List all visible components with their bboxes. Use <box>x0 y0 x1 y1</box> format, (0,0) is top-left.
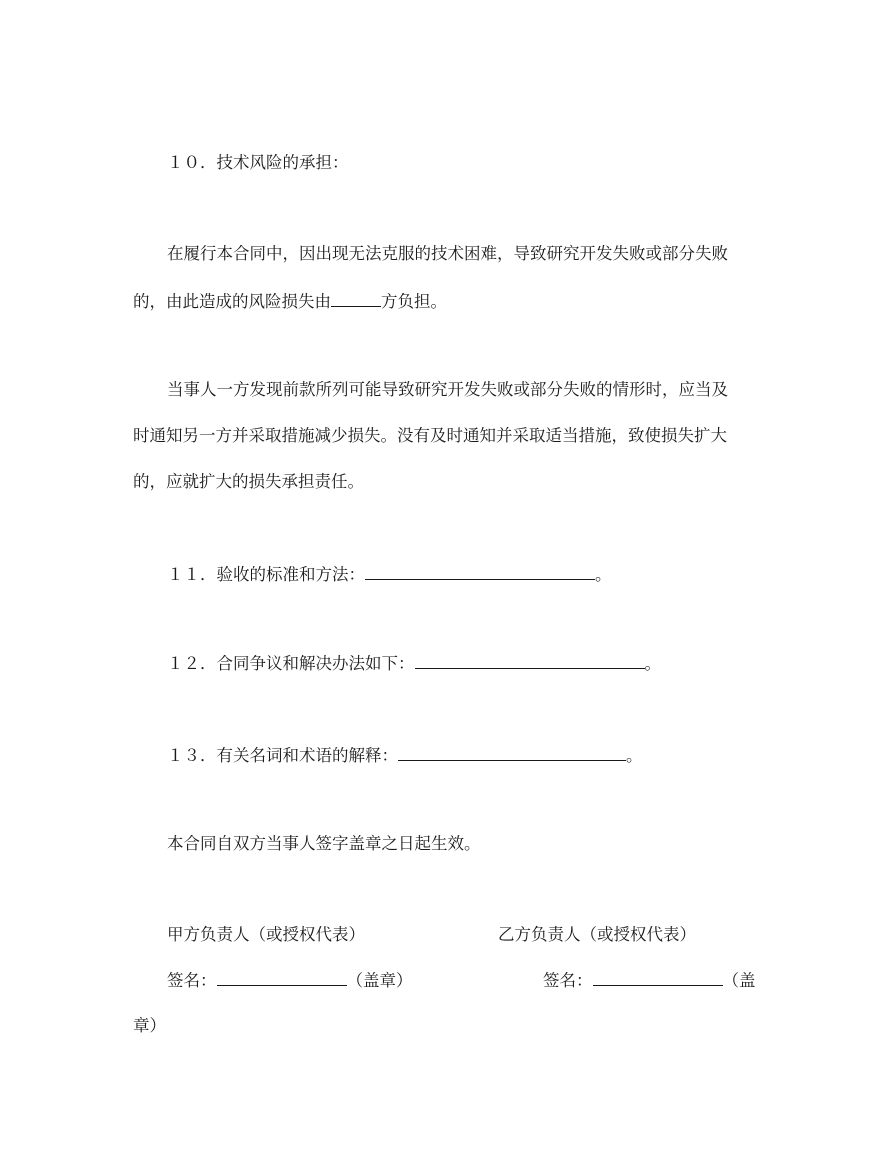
party-b-seal-continuation: 章） <box>133 1016 166 1035</box>
party-b-signature-blank[interactable] <box>593 970 723 986</box>
party-a-seal-label: （盖章） <box>346 971 413 990</box>
clause-10-para1-line1: 在履行本合同中，因出现无法克服的技术困难，导致研究开发失败或部分失败 <box>167 244 728 263</box>
party-b-sign-label: 签名： <box>543 971 593 990</box>
party-b-signature-line <box>543 970 756 991</box>
clause-10-para2-line2: 时通知另一方并采取措施减少损失。没有及时通知并采取适当措施，致使损失扩大 <box>133 426 727 445</box>
clause-11 <box>167 564 612 585</box>
clause-13-end: 。 <box>626 746 643 765</box>
clause-10-para1-line2 <box>133 291 447 312</box>
risk-party-blank[interactable] <box>331 291 381 307</box>
terms-definition-blank[interactable] <box>398 745 626 761</box>
party-b-title: 乙方负责人（或授权代表） <box>498 925 696 944</box>
party-a-signature-blank[interactable] <box>217 970 347 986</box>
effective-clause: 本合同自双方当事人签字盖章之日起生效。 <box>167 834 481 853</box>
clause-11-label: １１．验收的标准和方法： <box>167 565 365 584</box>
clause-13 <box>167 745 643 766</box>
dispute-resolution-blank[interactable] <box>415 653 645 669</box>
party-b-seal-label: （盖 <box>722 971 756 990</box>
clause-12 <box>167 653 661 674</box>
clause-10-heading: １０．技术风险的承担： <box>167 153 349 172</box>
clause-10-para2-line3: 的，应就扩大的损失承担责任。 <box>133 472 364 491</box>
clause-10-para2-line1: 当事人一方发现前款所列可能导致研究开发失败或部分失败的情形时，应当及 <box>167 380 728 399</box>
party-a-signature-line <box>167 970 413 991</box>
clause-11-end: 。 <box>595 565 612 584</box>
party-a-sign-label: 签名： <box>167 971 217 990</box>
clause-12-label: １２．合同争议和解决办法如下： <box>167 654 415 673</box>
clause-12-end: 。 <box>644 654 661 673</box>
acceptance-standard-blank[interactable] <box>365 564 595 580</box>
clause-10-para1-line2-end: 方负担。 <box>381 292 447 311</box>
clause-10-para1-line2-text: 的，由此造成的风险损失由 <box>133 292 331 311</box>
clause-13-label: １３．有关名词和术语的解释： <box>167 746 398 765</box>
party-a-title: 甲方负责人（或授权代表） <box>167 925 365 944</box>
